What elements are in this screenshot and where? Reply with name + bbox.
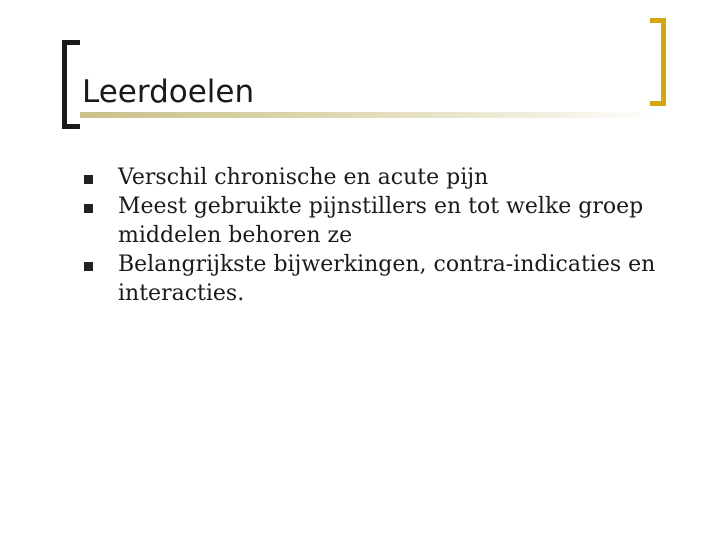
bullet-item [84, 192, 684, 250]
bullet-item [84, 163, 684, 192]
right-bracket-decoration [650, 18, 666, 106]
bullet-item [84, 250, 684, 308]
square-bullet-icon [84, 175, 93, 184]
bullet-text: Meest gebruikte pijnstillers en tot welke groep middelen behoren ze [118, 194, 644, 248]
title-underline [80, 112, 660, 118]
square-bullet-icon [84, 204, 93, 213]
bullet-text: Belangrijkste bijwerkingen, contra-indicaties en interacties. [118, 252, 656, 306]
bullet-text: Verschil chronische en acute pijn [118, 165, 489, 190]
left-bracket-decoration [62, 40, 80, 129]
bullet-list [84, 163, 684, 308]
slide-title: Leerdoelen [82, 74, 255, 110]
square-bullet-icon [84, 262, 93, 271]
